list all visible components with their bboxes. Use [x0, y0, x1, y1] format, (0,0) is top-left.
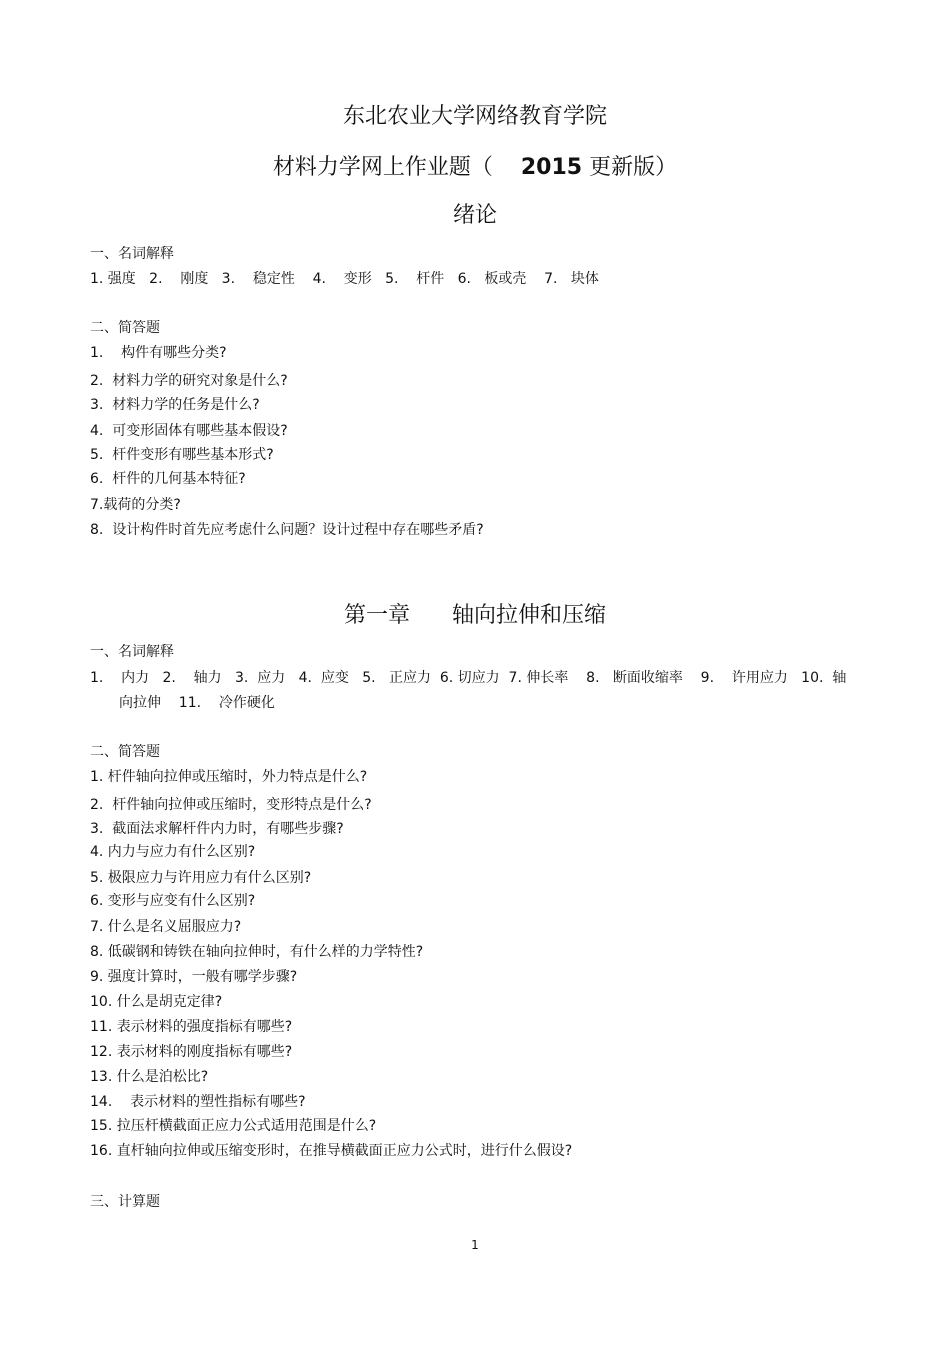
subtitle-suffix: 更新版）	[589, 155, 678, 180]
intro-question: 5. 杆件变形有哪些基本形式?	[90, 447, 274, 463]
chapter1-question: 6. 变形与应变有什么区别?	[90, 893, 256, 909]
chapter1-question: 4. 内力与应力有什么区别?	[90, 844, 256, 860]
intro-question: 7.载荷的分类?	[90, 497, 181, 513]
intro-qa-heading: 二、简答题	[90, 320, 160, 336]
intro-question: 8. 设计构件时首先应考虑什么问题？设计过程中存在哪些矛盾?	[90, 522, 484, 538]
chapter1-question: 13. 什么是泊松比?	[90, 1069, 209, 1085]
chapter1-calc-heading: 三、计算题	[90, 1194, 160, 1210]
chapter1-question: 10. 什么是胡克定律?	[90, 994, 223, 1010]
intro-terms-heading: 一、名词解释	[90, 246, 174, 262]
chapter1-question: 12. 表示材料的刚度指标有哪些?	[90, 1044, 293, 1060]
intro-question: 4. 可变形固体有哪些基本假设?	[90, 423, 288, 439]
chapter1-question: 2. 杆件轴向拉伸或压缩时，变形特点是什么?	[90, 797, 372, 813]
chapter1-question: 8. 低碳钢和铸铁在轴向拉伸时，有什么样的力学特性?	[90, 944, 424, 960]
chapter1-qa-heading: 二、简答题	[90, 744, 160, 760]
intro-question: 1. 构件有哪些分类?	[90, 345, 227, 361]
chapter1-question: 3. 截面法求解杆件内力时，有哪些步骤?	[90, 821, 344, 837]
page-number: 1	[471, 1238, 479, 1252]
chapter1-terms-heading: 一、名词解释	[90, 644, 174, 660]
intro-question: 6. 杆件的几何基本特征?	[90, 471, 246, 487]
intro-question: 2. 材料力学的研究对象是什么?	[90, 373, 288, 389]
chapter1-question: 1. 杆件轴向拉伸或压缩时，外力特点是什么?	[90, 769, 368, 785]
intro-question: 3. 材料力学的任务是什么?	[90, 397, 260, 413]
chapter1-question: 15. 拉压杆横截面正应力公式适用范围是什么?	[90, 1118, 377, 1134]
intro-title: 绪论	[452, 203, 497, 228]
chapter1-terms-line-2: 向拉伸 11. 冷作硬化	[119, 695, 275, 711]
chapter1-title: 第一章 轴向拉伸和压缩	[344, 603, 606, 628]
chapter1-question: 16. 直杆轴向拉伸或压缩变形时，在推导横截面正应力公式时，进行什么假设?	[90, 1143, 573, 1159]
subtitle-year: 2015	[520, 155, 583, 180]
chapter1-question: 14. 表示材料的塑性指标有哪些?	[90, 1094, 306, 1110]
document-subtitle	[0, 157, 950, 179]
subtitle-prefix: 材料力学网上作业题（	[272, 155, 493, 180]
chapter1-question: 5. 极限应力与许用应力有什么区别?	[90, 870, 312, 886]
school-title: 东北农业大学网络教育学院	[342, 104, 607, 129]
chapter1-question: 11. 表示材料的强度指标有哪些?	[90, 1019, 293, 1035]
chapter1-question: 9. 强度计算时，一般有哪学步骤?	[90, 969, 298, 985]
chapter1-terms-line-1: 1. 内力 2. 轴力 3. 应力 4. 应变 5. 正应力 6. 切应力 7. 伸长率 8. 断面收缩率 9. 许用应力 10. 轴	[90, 670, 847, 686]
intro-terms-line: 1. 强度 2. 刚度 3. 稳定性 4. 变形 5. 杆件 6. 板或壳 7. 块体	[90, 271, 599, 287]
chapter1-question: 7. 什么是名义屈服应力?	[90, 919, 242, 935]
